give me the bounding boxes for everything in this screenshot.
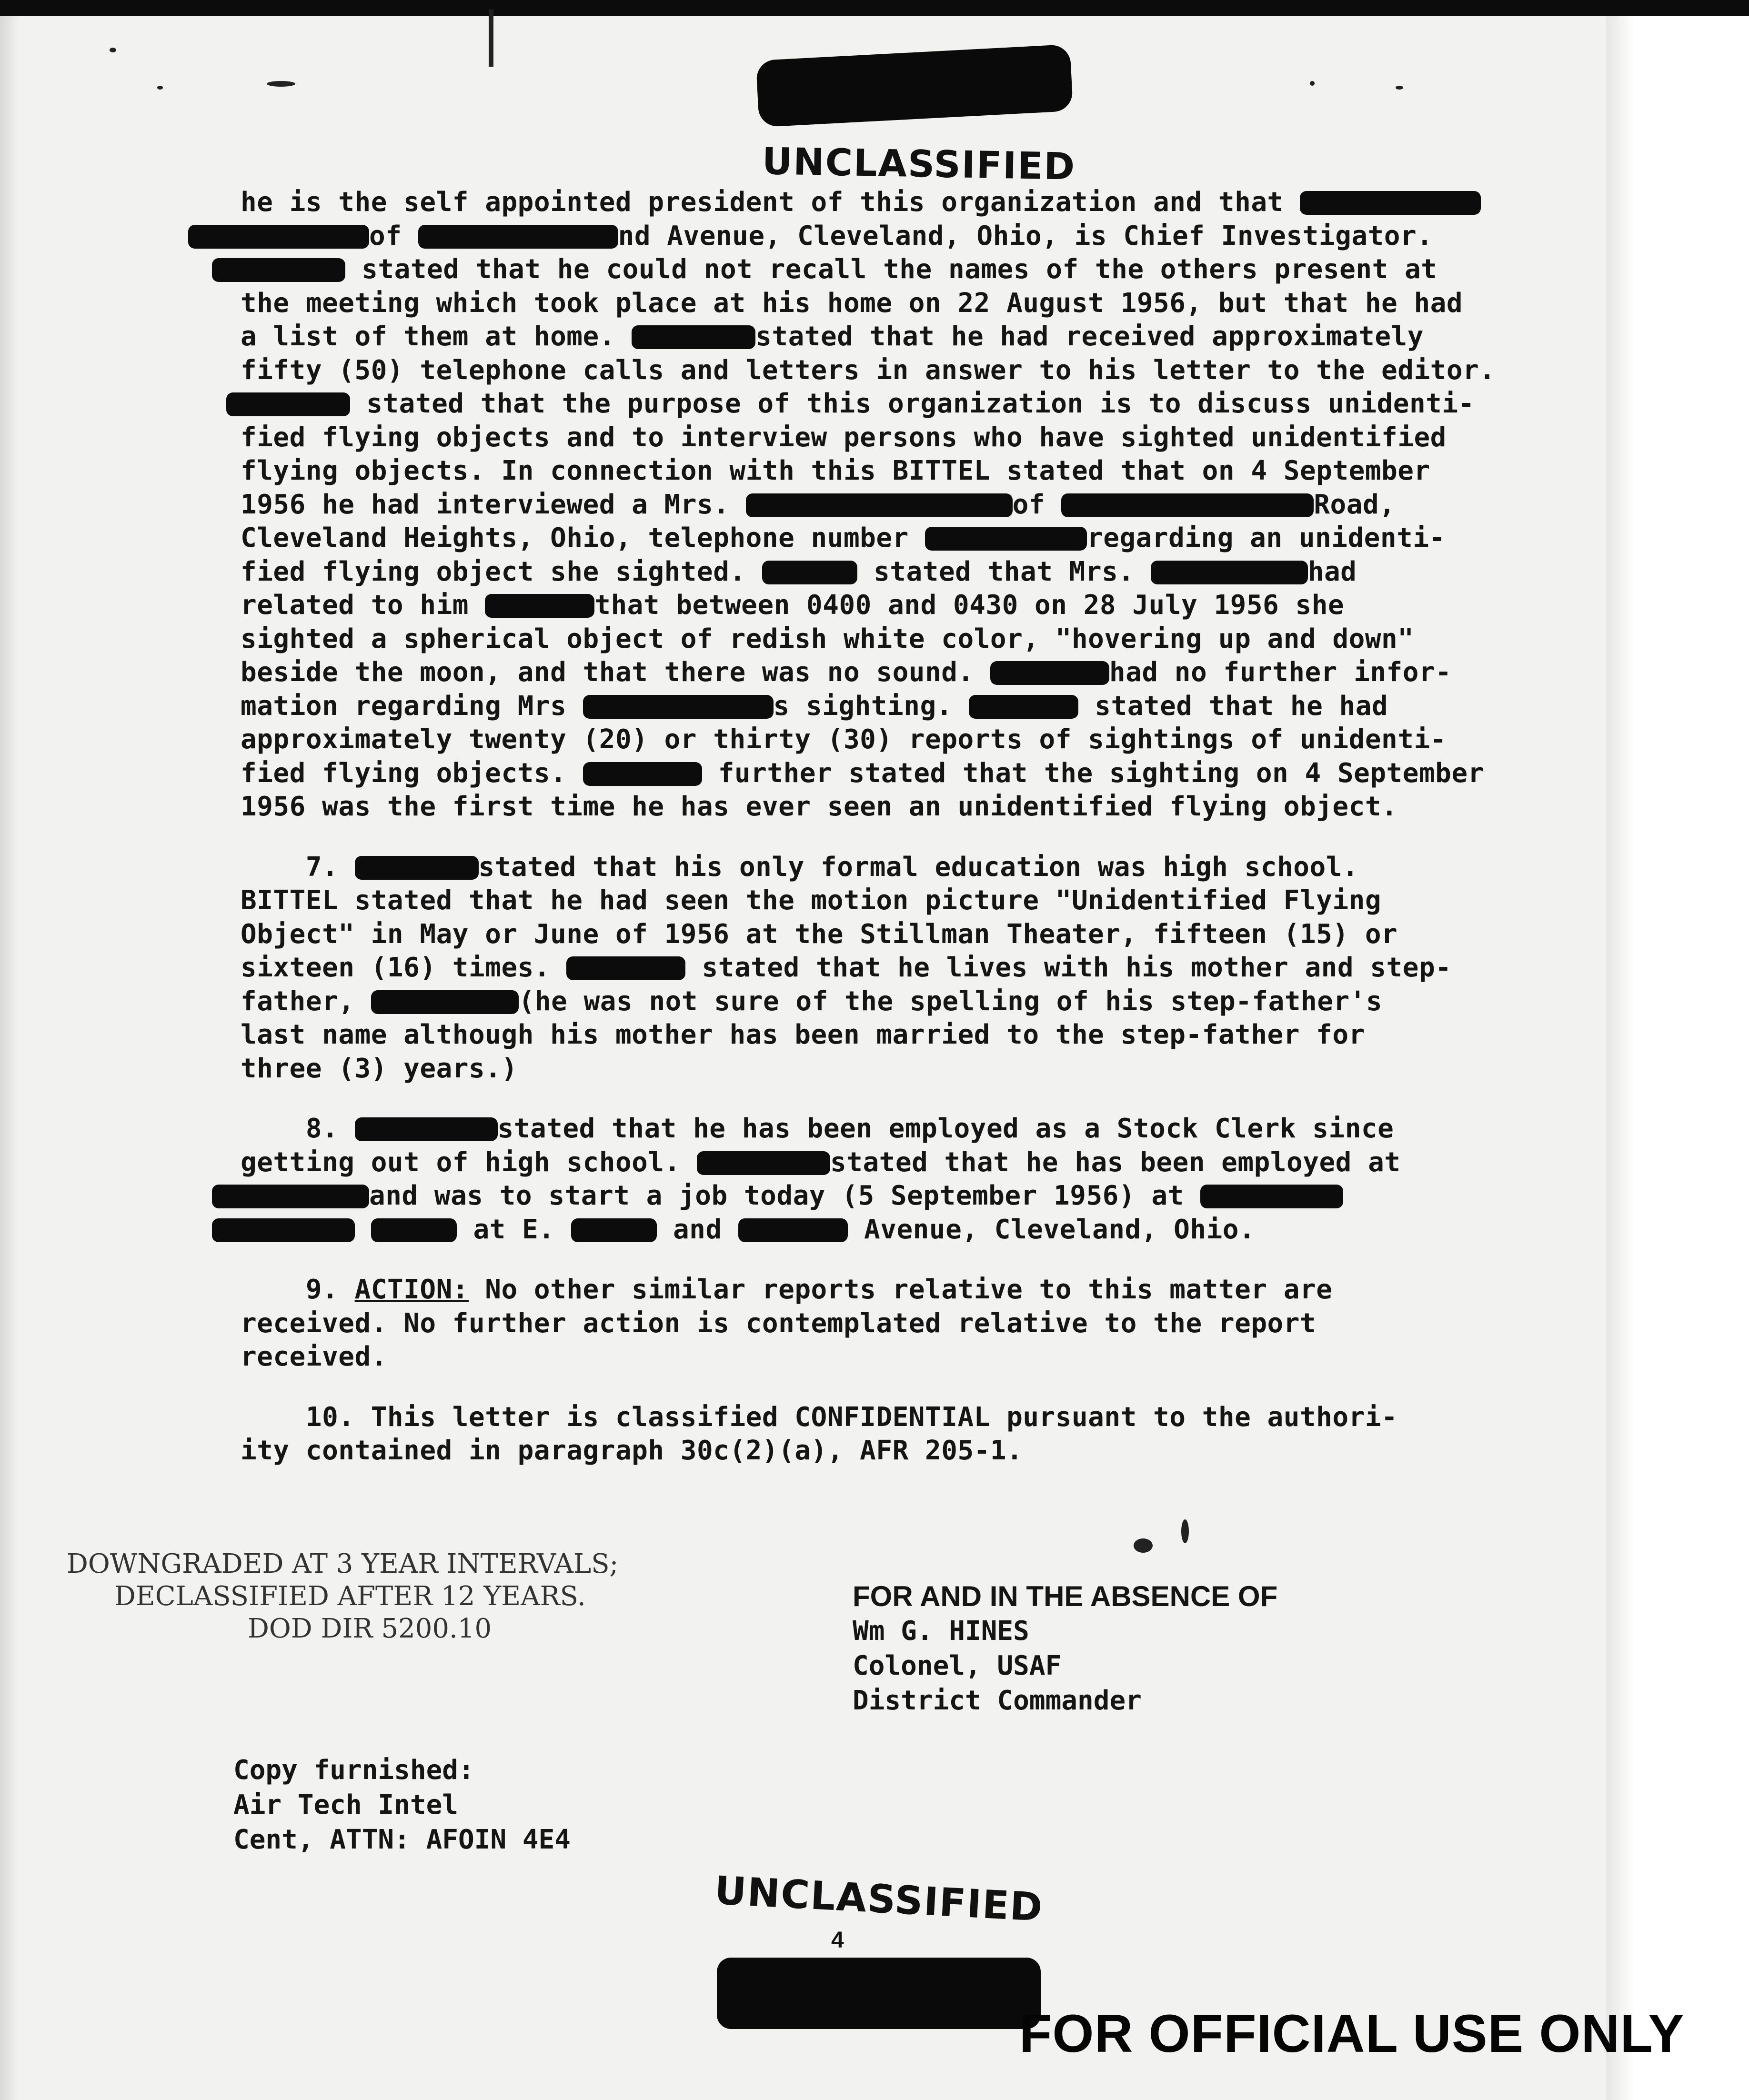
text-line: fied flying object she sighted. stated that Mrs. had (241, 556, 1357, 587)
redaction (371, 1218, 457, 1242)
redaction (583, 762, 702, 786)
text-line: 9. ACTION: No other similar reports relative to this matter are (305, 1274, 1333, 1305)
text-line: and was to start a job today (5 September 1956) at (241, 1179, 1565, 1213)
text-line: approximately twenty (20) or thirty (30) reports of sightings of unidenti- (241, 724, 1447, 755)
scan-speck (157, 86, 163, 90)
text-line: 8. stated that he has been employed as a Stock Clerk since (305, 1113, 1394, 1144)
text-line: beside the moon, and that there was no sound. had no further infor- (241, 657, 1452, 688)
downgrade-stamp (67, 1548, 618, 1645)
text-line: flying objects. In connection with this BITTEL stated that on 4 September (241, 455, 1430, 486)
text-line: at E. and Avenue, Cleveland, Ohio. (241, 1213, 1565, 1247)
scan-speck (1134, 1538, 1153, 1553)
downgrade-line: DOD DIR 5200.10 (248, 1613, 492, 1644)
redaction-bar-bottom (717, 1958, 1041, 2029)
text-line: a list of them at home. stated that he had received approximately (241, 321, 1424, 352)
copy-furnished (233, 1753, 571, 1857)
page-number: 4 (831, 1928, 844, 1953)
redaction (632, 325, 755, 349)
text-line: related to him that between 0400 and 0430 on 28 July 1956 she (241, 590, 1345, 621)
redaction (371, 990, 519, 1014)
redaction (1151, 561, 1308, 584)
redaction (1061, 493, 1314, 517)
text-line: of nd Avenue, Cleveland, Ohio, is Chief Investigator. (241, 220, 1565, 253)
downgrade-line: DECLASSIFIED AFTER 12 YEARS. (114, 1581, 586, 1612)
paragraph-9 (241, 1273, 1565, 1374)
letter-body (241, 186, 1565, 1468)
text-line: 1956 was the first time he has ever seen an unidentified flying object. (241, 791, 1398, 822)
redaction (226, 392, 350, 416)
downgrade-line: DOWNGRADED AT 3 YEAR INTERVALS; (67, 1548, 619, 1579)
text-line: getting out of high school. stated that he has been employed at (241, 1146, 1401, 1178)
signature-caption: FOR AND IN THE ABSENCE OF (853, 1580, 1278, 1612)
signatory-name: Wm G. HINES (853, 1616, 1029, 1647)
scan-speck (1310, 81, 1315, 86)
text-line: Cleveland Heights, Ohio, telephone number regarding an unidenti- (241, 522, 1446, 553)
paragraph-8 (241, 1112, 1565, 1246)
text-line: 1956 he had interviewed a Mrs. of Road, (241, 489, 1396, 520)
redaction (571, 1218, 657, 1242)
copy-line: Cent, ATTN: AFOIN 4E4 (233, 1824, 571, 1855)
signature-block (853, 1579, 1277, 1718)
signatory-title: District Commander (853, 1685, 1142, 1716)
redaction (355, 1117, 498, 1141)
scan-speck (267, 81, 295, 87)
paragraph-10 (241, 1401, 1565, 1468)
text-line: stated that the purpose of this organization is to discuss unidenti- (241, 387, 1565, 421)
redaction (212, 1218, 355, 1242)
redaction-bar-top (756, 44, 1073, 127)
text-line: 10. This letter is classified CONFIDENTIAL pursuant to the authori- (305, 1401, 1398, 1433)
text-line: stated that he could not recall the names of the others present at (241, 253, 1565, 287)
redaction (355, 856, 479, 880)
copy-line: Copy furnished: (233, 1755, 474, 1786)
redaction (418, 225, 618, 249)
text-line: three (3) years.) (241, 1053, 518, 1084)
text-line: fied flying objects and to interview persons who have sighted unidentified (241, 422, 1447, 453)
text-line: mation regarding Mrs s sighting. stated that he had (241, 690, 1388, 722)
copy-line: Air Tech Intel (233, 1789, 459, 1820)
redaction (925, 527, 1087, 551)
redaction (697, 1151, 830, 1175)
action-heading: ACTION: (354, 1274, 469, 1305)
redaction (583, 695, 774, 719)
signatory-rank: Colonel, USAF (853, 1650, 1062, 1681)
text-line: received. No further action is contemplated relative to the report (241, 1307, 1317, 1339)
text-line: last name although his mother has been married to the step-father for (241, 1019, 1365, 1050)
scan-left-edge (0, 0, 19, 2100)
scan-speck (110, 48, 116, 52)
scan-top-edge (0, 0, 1749, 16)
text-line: sixteen (16) times. stated that he lives with his mother and step- (241, 952, 1452, 983)
paragraph-continuation (241, 186, 1565, 824)
redaction (746, 493, 1013, 517)
text-line: father, (he was not sure of the spelling of his step-father's (241, 985, 1383, 1017)
text-line: received. (241, 1341, 387, 1372)
scan-speck (1181, 1519, 1189, 1543)
text-line: fied flying objects. further stated that the sighting on 4 September (241, 757, 1484, 789)
scan-right-margin (1606, 0, 1749, 2100)
redaction (212, 1185, 369, 1208)
redaction (566, 956, 685, 980)
text-line: 7. stated that his only formal education was high school. (305, 851, 1359, 883)
classification-stamp-bottom: UNCLASSIFIED (713, 1868, 1045, 1931)
text-line: fifty (50) telephone calls and letters in answer to his letter to the editor. (241, 354, 1496, 386)
text-line: the meeting which took place at his home on 22 August 1956, but that he had (241, 287, 1463, 319)
scan-mark (489, 10, 493, 67)
paragraph-7 (241, 851, 1565, 1086)
text-line: BITTEL stated that he had seen the motion picture "Unidentified Flying (241, 885, 1382, 916)
redaction (990, 661, 1109, 685)
redaction (1300, 191, 1481, 215)
redaction (762, 561, 857, 584)
text-line: ity contained in paragraph 30c(2)(a), AFR 205-1. (241, 1435, 1023, 1466)
redaction (1200, 1185, 1343, 1208)
redaction (212, 258, 345, 282)
scan-speck (1396, 86, 1403, 90)
redaction (485, 594, 594, 618)
redaction (969, 695, 1078, 719)
text-line: he is the self appointed president of this organization and that (241, 186, 1565, 220)
redaction (738, 1218, 848, 1242)
redaction (188, 225, 369, 249)
classification-stamp-top: UNCLASSIFIED (762, 140, 1076, 189)
official-use-stamp: FOR OFFICIAL USE ONLY (1019, 2004, 1685, 2063)
text-line: sighted a spherical object of redish white color, "hovering up and down" (241, 623, 1414, 654)
text-line: Object" in May or June of 1956 at the Stillman Theater, fifteen (15) or (241, 918, 1398, 950)
